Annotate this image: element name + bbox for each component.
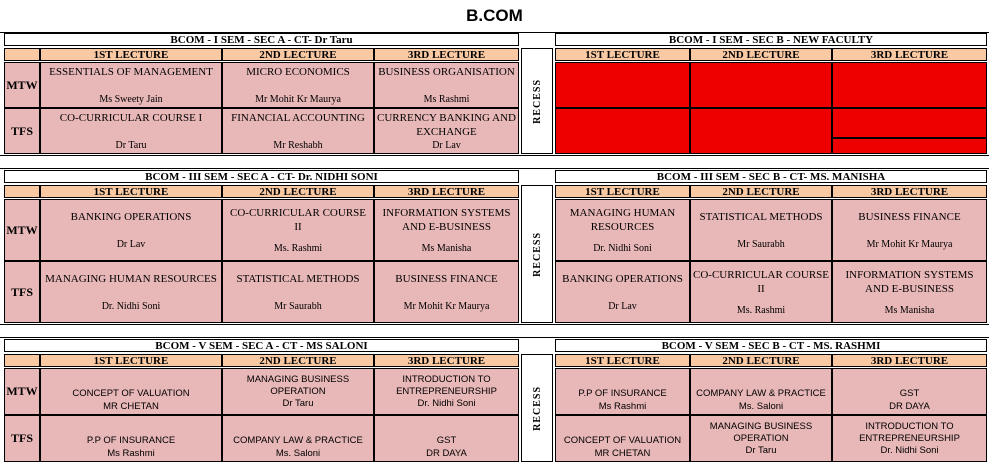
section-divider — [0, 155, 989, 169]
teacher-name: Ms Rashmi — [423, 94, 470, 105]
class-slot — [374, 108, 519, 154]
class-slot — [374, 199, 519, 261]
lecture-1-header: 1ST LECTURE — [40, 185, 222, 198]
lecture-2-header: 2ND LECTURE — [222, 48, 374, 61]
teacher-name: Mr Mohit Kr Maurya — [255, 94, 341, 105]
sem5-sec-a-title: BCOM - V SEM - SEC A - CT - MS SALONI — [4, 339, 519, 352]
subject-name: STATISTICAL METHODS — [699, 210, 823, 223]
corner-cell — [4, 185, 40, 198]
recess-column — [521, 354, 553, 462]
subject-name: STATISTICAL METHODS — [236, 272, 360, 285]
subject-name: INFORMATION SYSTEMS AND E-BUSINESS — [845, 269, 974, 296]
class-slot — [40, 108, 222, 154]
recess-label: RECESS — [531, 385, 543, 431]
class-slot — [222, 415, 374, 462]
corner-cell — [4, 354, 40, 367]
class-slot — [690, 368, 832, 415]
class-slot — [222, 108, 374, 154]
teacher-name: Ms Manisha — [884, 304, 935, 316]
subject-name: BUSINESS FINANCE — [858, 210, 961, 223]
subject-name: CURRENCY BANKING AND EXCHANGE — [377, 112, 516, 138]
teacher-name: Dr Lav — [116, 239, 146, 251]
class-slot — [40, 261, 222, 323]
teacher-name: MR CHETAN — [103, 401, 159, 412]
class-slot — [222, 261, 374, 323]
subject-name: GST — [899, 388, 920, 399]
lecture-3-header: 3RD LECTURE — [374, 48, 519, 61]
subject-name: BUSINESS ORGANISATION — [378, 66, 515, 78]
subject-name: COMPANY LAW & PRACTICE — [696, 388, 826, 399]
subject-name: CONCEPT OF VALUATION — [563, 435, 682, 446]
empty-slot — [690, 62, 832, 108]
teacher-name: Dr. Nidhi Soni — [417, 398, 476, 409]
lecture-3-header: 3RD LECTURE — [832, 185, 987, 198]
teacher-name: MR CHETAN — [594, 448, 651, 459]
empty-slot — [555, 62, 690, 108]
teacher-name: Ms. Saloni — [738, 401, 784, 412]
teacher-name: Ms. Saloni — [275, 448, 321, 459]
subject-name: MANAGING HUMAN RESOURCES — [569, 207, 676, 234]
teacher-name: DR DAYA — [889, 401, 930, 412]
class-slot — [40, 199, 222, 261]
class-slot — [690, 199, 832, 261]
teacher-name: Ms Manisha — [421, 242, 472, 254]
teacher-name: Ms Sweety Jain — [99, 94, 163, 105]
subject-name: MANAGING HUMAN RESOURCES — [45, 272, 217, 285]
subject-name: MANAGING BUSINESS OPERATION — [246, 374, 350, 397]
teacher-name: Ms. Rashmi — [736, 304, 786, 316]
class-slot — [40, 62, 222, 108]
subject-name: MICRO ECONOMICS — [246, 66, 350, 78]
sem1-sec-a-title: BCOM - I SEM - SEC A - CT- Dr Taru — [4, 33, 519, 46]
lecture-1-header: 1ST LECTURE — [555, 48, 690, 61]
empty-slot — [832, 138, 987, 154]
class-slot — [374, 62, 519, 108]
teacher-name: Ms Rashmi — [598, 401, 647, 412]
teacher-name: Mr Mohit Kr Maurya — [403, 301, 490, 313]
teacher-name: Dr. Nidhi Soni — [101, 301, 161, 313]
class-slot — [374, 415, 519, 462]
day-mtw: MTW — [4, 62, 40, 108]
lecture-2-header: 2ND LECTURE — [690, 354, 832, 367]
subject-name: BANKING OPERATIONS — [562, 272, 683, 285]
lecture-2-header: 2ND LECTURE — [690, 185, 832, 198]
corner-cell — [4, 48, 40, 61]
class-slot — [555, 199, 690, 261]
sem3-sec-a-title: BCOM - III SEM - SEC A - CT- Dr. NIDHI SONI — [4, 170, 519, 183]
empty-slot — [832, 108, 987, 138]
teacher-name: DR DAYA — [426, 448, 467, 459]
subject-name: BANKING OPERATIONS — [70, 210, 192, 223]
class-slot — [374, 368, 519, 415]
teacher-name: Mr Reshabh — [273, 140, 323, 151]
day-tfs: TFS — [4, 415, 40, 462]
lecture-3-header: 3RD LECTURE — [832, 354, 987, 367]
subject-name: MANAGING BUSINESS OPERATION — [709, 421, 813, 444]
class-slot — [555, 368, 690, 415]
day-mtw: MTW — [4, 199, 40, 261]
teacher-name: Ms Rashmi — [107, 448, 155, 459]
subject-name: INFORMATION SYSTEMS AND E-BUSINESS — [382, 207, 511, 234]
class-slot — [222, 62, 374, 108]
teacher-name: Mr Saurabh — [737, 239, 785, 251]
subject-name: CO-CURRICULAR COURSE I — [59, 112, 203, 124]
teacher-name: Dr Lav — [608, 301, 637, 313]
subject-name: BUSINESS FINANCE — [395, 272, 498, 285]
lecture-3-header: 3RD LECTURE — [832, 48, 987, 61]
empty-slot — [832, 62, 987, 108]
class-slot — [690, 261, 832, 323]
sem5-sec-b-title: BCOM - V SEM - SEC B - CT - MS. RASHMI — [555, 339, 987, 352]
teacher-name: Dr. Nidhi Soni — [880, 445, 939, 456]
class-slot — [832, 368, 987, 415]
teacher-name: Dr Taru — [745, 445, 777, 456]
class-slot — [555, 415, 690, 462]
lecture-2-header: 2ND LECTURE — [690, 48, 832, 61]
class-slot — [40, 415, 222, 462]
day-tfs: TFS — [4, 261, 40, 323]
lecture-1-header: 1ST LECTURE — [555, 185, 690, 198]
lecture-1-header: 1ST LECTURE — [40, 354, 222, 367]
subject-name: GST — [436, 435, 457, 446]
class-slot — [832, 415, 987, 462]
lecture-3-header: 3RD LECTURE — [374, 354, 519, 367]
teacher-name: Dr Taru — [115, 140, 147, 151]
subject-name: CONCEPT OF VALUATION — [72, 388, 190, 399]
teacher-name: Dr Lav — [432, 140, 461, 151]
lecture-3-header: 3RD LECTURE — [374, 185, 519, 198]
empty-slot — [690, 108, 832, 154]
lecture-2-header: 2ND LECTURE — [222, 354, 374, 367]
class-slot — [222, 199, 374, 261]
teacher-name: Mr Saurabh — [274, 301, 322, 313]
subject-name: ESSENTIALS OF MANAGEMENT — [49, 66, 213, 78]
class-slot — [40, 368, 222, 415]
class-slot — [222, 368, 374, 415]
teacher-name: Dr Taru — [282, 398, 314, 409]
sem1-sec-b-title: BCOM - I SEM - SEC B - NEW FACULTY — [555, 33, 987, 46]
teacher-name: Ms. Rashmi — [273, 242, 323, 254]
teacher-name: Mr Mohit Kr Maurya — [866, 239, 953, 251]
subject-name: P.P OF INSURANCE — [578, 388, 667, 399]
page-title: B.COM — [0, 0, 989, 33]
class-slot — [832, 261, 987, 323]
recess-label: RECESS — [531, 78, 543, 124]
teacher-name: Dr. Nidhi Soni — [593, 242, 652, 254]
subject-name: COMPANY LAW & PRACTICE — [233, 435, 363, 446]
subject-name: INTRODUCTION TO ENTREPRENEURSHIP — [396, 374, 497, 397]
day-tfs: TFS — [4, 108, 40, 154]
class-slot — [374, 261, 519, 323]
section-divider — [0, 324, 989, 338]
day-mtw: MTW — [4, 368, 40, 415]
class-slot — [832, 199, 987, 261]
subject-name: FINANCIAL ACCOUNTING — [231, 112, 365, 124]
recess-label: RECESS — [531, 231, 543, 277]
class-slot — [690, 415, 832, 462]
subject-name: P.P OF INSURANCE — [86, 435, 176, 446]
class-slot — [555, 261, 690, 323]
subject-name: INTRODUCTION TO ENTREPRENEURSHIP — [859, 421, 960, 444]
recess-column — [521, 48, 553, 154]
empty-slot — [555, 108, 690, 154]
lecture-1-header: 1ST LECTURE — [40, 48, 222, 61]
subject-name: CO-CURRICULAR COURSE II — [693, 269, 829, 296]
subject-name: CO-CURRICULAR COURSE II — [230, 207, 366, 234]
lecture-2-header: 2ND LECTURE — [222, 185, 374, 198]
recess-column — [521, 185, 553, 323]
lecture-1-header: 1ST LECTURE — [555, 354, 690, 367]
sem3-sec-b-title: BCOM - III SEM - SEC B - CT- MS. MANISHA — [555, 170, 987, 183]
